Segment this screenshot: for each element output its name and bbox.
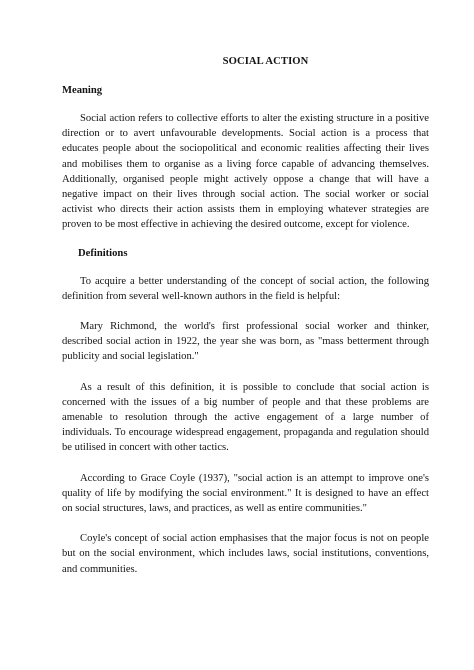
document-page <box>62 56 429 592</box>
richmond-definition-paragraph: Mary Richmond, the world's first professional social worker and thinker, described social action in 1922, the year she was born, as "mass betterment through publicity and social legislation." <box>62 321 429 363</box>
page-title: SOCIAL ACTION <box>222 56 309 67</box>
coyle-definition-paragraph: According to Grace Coyle (1937), "social action is an attempt to improve one's quality of life by modifying the social environment." It is designed to have an effect on social structures, laws, and practices, as well as entire communities." <box>62 472 429 515</box>
coyle-concept-paragraph: Coyle's concept of social action emphasises that the major focus is not on people but on the social environment, which includes laws, social institutions, conventions, and communities. <box>62 533 429 575</box>
conclusion-paragraph: As a result of this definition, it is possible to conclude that social action is concerned with the issues of a big number of people and that these problems are amenable to resolution through the active engagement of a large number of individuals. To encourage widespread engagement, propaganda and regulation should be utilised in concert with other tactics. <box>62 381 429 454</box>
definitions-intro-paragraph: To acquire a better understanding of the concept of social action, the following definition from several well-known authors in the field is helpful: <box>62 275 429 302</box>
meaning-paragraph: Social action refers to collective efforts to alter the existing structure in a positive direction or to avert unfavourable developments. Social action is a process that educates people about the sociopolitical and economic realities affecting their lives and mobilises them to organise as a living force capable of advancing themselves. Additionally, organised people might actively oppose a change that will have a negative impact on their lives through social action. The social worker or social activist who directs their action assists them in employing whatever strategies are proven to be most effective in achieving the desired outcome, except for violence. <box>62 113 429 231</box>
section-heading-definitions: Definitions <box>78 247 128 259</box>
section-heading-meaning: Meaning <box>62 85 103 96</box>
